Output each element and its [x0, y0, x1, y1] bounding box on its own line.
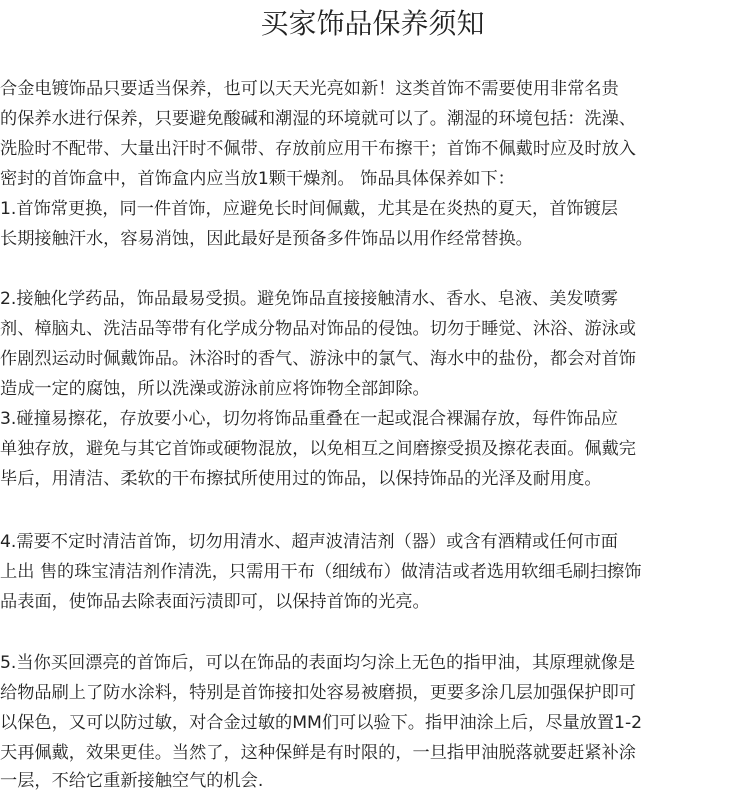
text-line: 造成一定的腐蚀，所以洗澡或游泳前应将饰物全部卸除。	[0, 379, 430, 399]
text-line: 5.当你买回漂亮的首饰后，可以在饰品的表面均匀涂上无色的指甲油，其原理就像是	[0, 653, 636, 673]
text-line: 4.需要不定时清洁首饰，切勿用清水、超声波清洁剂（器）或含有酒精或任何市面	[0, 532, 618, 552]
text-line: 合金电镀饰品只要适当保养，也可以天天光亮如新！这类首饰不需要使用非常名贵	[0, 79, 619, 99]
text-line: 作剧烈运动时佩戴饰品。沐浴时的香气、游泳中的氯气、海水中的盐份，都会对首饰	[0, 349, 636, 369]
page-title: 买家饰品保养须知	[260, 7, 485, 40]
text-line: 长期接触汗水，容易消蚀，因此最好是预备多件饰品以用作经常替换。	[0, 229, 533, 249]
text-line: 一层，不给它重新接触空气的机会.	[0, 771, 264, 791]
text-line: 剂、樟脑丸、洗洁品等带有化学成分物品对饰品的侵蚀。切勿于睡觉、沐浴、游泳或	[0, 319, 636, 339]
text-line: 单独存放，避免与其它首饰或硬物混放，以免相互之间磨擦受损及擦花表面。佩戴完	[0, 439, 636, 459]
text-line: 品表面，使饰品去除表面污渍即可，以保持首饰的光亮。	[0, 592, 430, 612]
text-line: 1.首饰常更换，同一件首饰，应避免长时间佩戴，尤其是在炎热的夏天，首饰镀层	[0, 199, 618, 219]
text-line: 毕后，用清洁、柔软的干布擦拭所使用过的饰品，以保持饰品的光泽及耐用度。	[0, 469, 602, 489]
text-line: 洗脸时不配带、大量出汗时不佩带、存放前应用干布擦干；首饰不佩戴时应及时放入	[0, 139, 636, 159]
text-line: 密封的首饰盒中，首饰盒内应当放1颗干燥剂。 饰品具体保养如下：	[0, 169, 515, 189]
text-line: 2.接触化学药品，饰品最易受损。避免饰品直接接触清水、香水、皂液、美发喷雾	[0, 289, 618, 309]
text-line: 3.碰撞易擦花，存放要小心，切勿将饰品重叠在一起或混合裸漏存放，每件饰品应	[0, 409, 618, 429]
text-line: 天再佩戴，效果更佳。当然了，这种保鲜是有时限的，一旦指甲油脱落就要赶紧补涂	[0, 743, 636, 763]
text-line: 上出 售的珠宝清洁剂作清洗，只需用干布（细绒布）做清洁或者选用软细毛刷扫擦饰	[0, 562, 642, 582]
text-line: 以保色，又可以防过敏，对合金过敏的MM们可以验下。指甲油涂上后，尽量放置1-2	[0, 713, 643, 733]
text-line: 给物品刷上了防水涂料，特别是首饰接扣处容易被磨损，更要多涂几层加强保护即可	[0, 683, 636, 703]
text-line: 的保养水进行保养，只要避免酸碱和潮湿的环境就可以了。潮湿的环境包括：洗澡、	[0, 109, 636, 129]
